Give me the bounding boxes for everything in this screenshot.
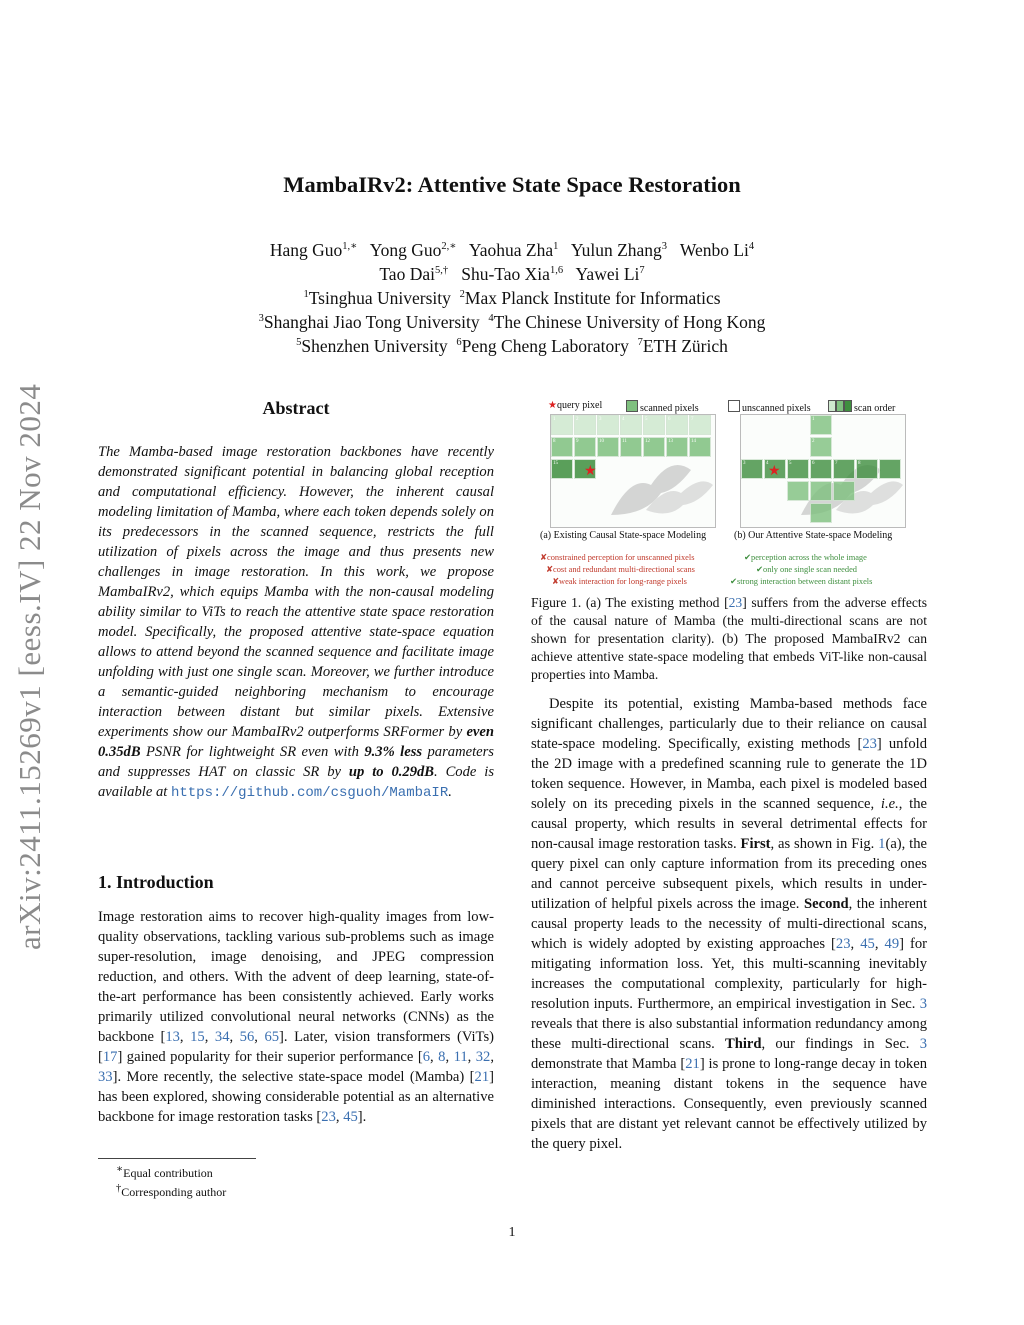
section-link[interactable]: 3 [919, 1036, 927, 1052]
check-icon: ✔ [744, 553, 752, 562]
body-text: (a), the query pixel can only capture information from its preceding ones and cannot perceive subsequent pixels, which results in under-utilization of helpful pixels across the image. [531, 836, 927, 912]
attended-cell [810, 503, 832, 523]
citation-link[interactable]: 21 [685, 1056, 700, 1072]
footnote-mark: † [116, 1183, 122, 1194]
scanned-cell: 14 [689, 437, 711, 457]
citation-link[interactable]: 23 [321, 1109, 336, 1125]
cross-icon: ✘ [546, 565, 554, 574]
body-text: ] for mitigating information loss. Yet, this multi-scanning inevitably increases the computational complexity, particularly for high-resolution inputs. Furthermore, an empirical investigation in Sec. [531, 936, 928, 1012]
citation-link[interactable]: 23 [728, 595, 743, 610]
good-1 [744, 552, 867, 562]
author: Hang Guo [269, 240, 343, 260]
figure-caption [531, 594, 927, 684]
affil-sup: 5 [296, 337, 302, 349]
intro-text: ]. [357, 1109, 367, 1125]
swatch-icon [836, 400, 844, 412]
scanned-cell: 12 [643, 437, 665, 457]
citation-link[interactable]: 8 [438, 1049, 446, 1065]
abstract-bold: up to 0.29dB [348, 764, 435, 780]
abstract-text: parameters and suppresses HAT on classic SR by [98, 744, 494, 780]
abstract-text: . Code is available at [98, 764, 495, 800]
attended-cell: 4 [764, 459, 786, 479]
scanned-cell: 11 [620, 437, 642, 457]
body-text: ] unfold the 2D image with a predefined scanning rule to generate the 1D token sequence. However, in Mamba, each pixel is modeled based solely on its preceding pixels in the scanned sequence, [531, 736, 927, 812]
citation-link[interactable]: 11 [453, 1049, 468, 1065]
legend-label: query pixel [556, 400, 603, 411]
cross-icon: ✘ [552, 577, 560, 586]
abstract-text: PSNR for lightweight SR even with [140, 744, 365, 760]
footnote-mark: ∗ [116, 1164, 124, 1175]
body-text: demonstrate that Mamba [ [531, 1056, 686, 1072]
citation-link[interactable]: 65 [264, 1029, 280, 1045]
affiliation-line-3 [0, 336, 1024, 357]
author: Tao Dai [379, 264, 435, 284]
intro-text: ]. Later, vision transformers (ViTs) [ [98, 1029, 494, 1065]
intro-heading: 1. Introduction [98, 872, 214, 892]
attended-cell: 5 [787, 459, 809, 479]
body-text: , as shown in Fig. [770, 836, 879, 852]
footnote-1 [98, 1162, 494, 1181]
affiliation: Peng Cheng Laboratory [461, 336, 629, 356]
author-sup: 1,6 [549, 265, 564, 277]
scanned-cell: 4 [620, 415, 642, 435]
scanned-cell: 9 [574, 437, 596, 457]
page-number: 1 [508, 1225, 516, 1240]
body-text: , the inherent causal property leads to the necessity of multi-directional scans, which is widely adopted by existing approaches [ [531, 896, 928, 952]
scanned-cell: 6 [666, 415, 688, 435]
body-bold: First [740, 836, 771, 852]
author: Yawei Li [575, 264, 640, 284]
intro-body: Image restoration aims to recover high-quality images from low-quality observations, tackling various sub-problems such as image super-resolution, image denoising, and JPEG compression reduction, and others. With the advent of deep learning, state-of-the-art performance has been consistently achieved. Early works primarily utilized convolutional neural networks (CNNs) as the backbone [13, 15, 34, 56, 65]. Later, vision transformers (ViTs) [17] gained popularity for their superior performance [6, 8, 11, 32, 33]. More recently, the selective state-space model (Mamba) [21] has been explored, showing considerable potential as an alternative backbone for image restoration tasks [23, 45]. [98, 909, 494, 1125]
swatch-icon [728, 400, 740, 412]
check-icon: ✔ [756, 565, 764, 574]
author: Yaohua Zha [468, 240, 554, 260]
attended-cell [787, 481, 809, 501]
subcaption-a: (a) Existing Causal State-space Modeling [540, 530, 707, 541]
body-bold: Second [804, 896, 849, 912]
right-column-body: Despite its potential, existing Mamba-based methods face significant challenges, particularly due to their reliance on causal state-space modeling. Specifically, existing methods [23] unfold the 2D image with a predefined scanning rule to generate the 1D token sequence. However, in Mamba, each pixel is modeled based solely on its preceding pixels in the scanned sequence, i.e., the causal property, which results in several detrimental effects for non-causal image restoration tasks. First, as shown in Fig. 1(a), the query pixel can only capture information from its preceding ones and cannot perceive subsequent pixels, which results in under-utilization of helpful pixels across the image. Second, the inherent causal property leads to the necessity of multi-directional scans, which is widely adopted by existing approaches [23, 45, 49] for mitigating information loss. Yet, this multi-scanning inevitably increases the computational complexity, particularly for high-resolution inputs. Furthermore, an empirical investigation in Sec. 3 reveals that there is also substantial information redundancy among these multi-directional scans. Third, our findings in Sec. 3 demonstrate that Mamba [21] is prone to long-range decay in token interaction, meaning distant tokens in the sequence have diminished interactions. Consequently, even previously scanned pixels that are distant yet relevant cannot be effectively utilized by the query pixel. [531, 696, 928, 1152]
affiliation-line-1 [0, 288, 1024, 309]
affil-sup: 2 [459, 289, 465, 301]
citation-link[interactable]: 32 [475, 1049, 491, 1065]
attended-cell [810, 481, 832, 501]
author: Wenbo Li [679, 240, 749, 260]
author-sup: 7 [639, 265, 645, 277]
swatch-icon [844, 400, 852, 412]
good-label: strong interaction between distant pixels [737, 577, 873, 586]
star-icon: ★ [768, 464, 781, 479]
author-line-1 [0, 240, 1024, 261]
affil-sup: 3 [258, 313, 264, 325]
star-icon: ★ [548, 400, 557, 411]
attended-cell: 2 [810, 437, 832, 457]
attended-cell: 1 [810, 415, 832, 435]
author-sup: 5,† [434, 265, 449, 277]
affil-sup: 4 [488, 313, 494, 325]
affiliation: Shanghai Jiao Tong University [263, 312, 480, 332]
author-sup: 4 [748, 241, 755, 253]
bad-2 [546, 564, 695, 574]
good-label: perception across the whole image [751, 553, 867, 562]
arxiv-stamp: arXiv:2411.15269v1 [eess.IV] 22 Nov 2024 [12, 383, 47, 950]
good-3 [730, 576, 872, 586]
attended-cell: 3 [741, 459, 763, 479]
scanned-cell: 5 [643, 415, 665, 435]
bad-label: constrained perception for unscanned pixels [547, 553, 695, 562]
scanned-cell: 8 [551, 437, 573, 457]
legend-label: scanned pixels [640, 403, 699, 414]
scanned-cell: 1 [551, 415, 573, 435]
citation-link[interactable]: 17 [102, 1049, 118, 1065]
caption-text: ] suffers from the adverse effects of the causal nature of Mamba (the multi-directional scans are not shown for presentation clarity). (b) The proposed MambaIRv2 can achieve attentive state-space modeling that embeds ViT-like non-causal properties into Mamba. [531, 595, 927, 682]
panel-b [740, 414, 906, 528]
affiliation: Max Planck Institute for Informatics [464, 288, 721, 308]
author-sup: 2,∗ [441, 241, 457, 253]
bad-label: cost and redundant multi-directional scans [553, 565, 695, 574]
author: Shu-Tao Xia [461, 264, 550, 284]
figure-1 [538, 396, 924, 586]
legend-order [828, 400, 895, 414]
bad-3 [552, 576, 687, 586]
abstract-text: . [448, 784, 452, 800]
abstract-heading: Abstract [262, 398, 330, 418]
affil-sup: 6 [456, 337, 462, 349]
caption-text: Figure 1. (a) The existing method [ [531, 595, 729, 610]
swatch-icon [828, 400, 836, 412]
citation-link[interactable]: 45 [343, 1109, 358, 1125]
attended-cell [879, 459, 901, 479]
footnote-2 [98, 1181, 494, 1200]
scanned-cell: 15 [551, 459, 573, 479]
intro-text: ]. More recently, the selective state-space model (Mamba) [ [112, 1069, 475, 1085]
affil-sup: 1 [303, 289, 309, 301]
paper-title: MambaIRv2: Attentive State Space Restoration [283, 172, 741, 197]
legend-label: unscanned pixels [742, 403, 811, 414]
citation-link[interactable]: 15 [190, 1029, 205, 1045]
intro-text: ] gained popularity for their superior performance [ [117, 1049, 423, 1065]
legend-scanned [626, 400, 699, 414]
citation-link[interactable]: 6 [422, 1049, 431, 1065]
check-icon: ✔ [730, 577, 738, 586]
subcaption-b: (b) Our Attentive State-space Modeling [734, 530, 893, 541]
body-italic: i.e. [880, 796, 899, 812]
scanned-cell: 13 [666, 437, 688, 457]
figure-link[interactable]: 1 [878, 836, 886, 852]
affiliation: ETH Zürich [642, 336, 728, 356]
intro-text: Image restoration aims to recover high-quality images from low-quality observations, tackling various sub-problems such as image super-resolution, image denoising, and JPEG compression reduction, and others. With the advent of deep learning, state-of-the-art performance has been consistently achieved. Early works primarily utilized convolutional neural networks (CNNs) as the backbone [ [98, 909, 494, 1045]
author: Yong Guo [369, 240, 442, 260]
footnote-text: Corresponding author [121, 1185, 227, 1199]
legend-unscanned [728, 400, 811, 414]
body-text: ] is prone to long-range decay in token interaction, meaning distant tokens in the sequence have diminished interactions. Consequently, even previously scanned pixels that are distant yet relevant cannot be effectively utilized by the query pixel. [531, 1056, 927, 1152]
footnotes [98, 1158, 494, 1200]
footnote-rule [98, 1158, 256, 1159]
citation-link[interactable]: 23 [862, 736, 877, 752]
attended-cell [833, 481, 855, 501]
bad-1 [540, 552, 694, 562]
footnote-text: Equal contribution [123, 1166, 213, 1180]
code-link[interactable]: https://github.com/csguoh/MambaIR [170, 785, 449, 801]
intro-text: ] has been explored, showing considerable potential as an alternative backbone for image restoration tasks [ [98, 1069, 494, 1125]
attended-cell: 6 [810, 459, 832, 479]
body-text: reveals that there is also substantial information redundancy among these multi-directional scans. [531, 1016, 927, 1052]
author: Yulun Zhang [570, 240, 662, 260]
citation-link[interactable]: 45 [860, 936, 875, 952]
good-2 [756, 564, 857, 574]
body-text: , the causal property, which results in several detrimental effects for non-causal image restoration tasks. [531, 796, 927, 852]
abstract-bold: even 0.35dB [98, 724, 494, 760]
good-label: only one single scan needed [763, 565, 857, 574]
abstract-bold: 9.3% less [364, 744, 423, 760]
body-text: , our findings in Sec. [761, 1036, 920, 1052]
swatch-icon [626, 400, 638, 412]
author-sup: 1,∗ [342, 241, 358, 253]
affiliation: The Chinese University of Hong Kong [493, 312, 766, 332]
citation-link[interactable]: 34 [214, 1029, 230, 1045]
body-text: Despite its potential, existing Mamba-based methods face significant challenges, particularly due to their reliance on causal state-space modeling. Specifically, existing methods [ [531, 696, 927, 752]
panel-a [550, 414, 716, 528]
body-bold: Third [725, 1036, 762, 1052]
citation-link[interactable]: 21 [474, 1069, 490, 1085]
abstract-body [98, 442, 494, 803]
section-link[interactable]: 3 [919, 996, 927, 1012]
bad-label: weak interaction for long-range pixels [559, 577, 687, 586]
affiliation: Tsinghua University [308, 288, 451, 308]
author-line-2 [0, 264, 1024, 285]
legend-label: scan order [854, 403, 896, 414]
scanned-cell: 7 [689, 415, 711, 435]
citation-link[interactable]: 56 [239, 1029, 255, 1045]
legend-query [548, 400, 602, 411]
scanned-cell: 3 [597, 415, 619, 435]
citation-link[interactable]: 13 [165, 1029, 180, 1045]
scanned-cell: 10 [597, 437, 619, 457]
attended-cell: 7 [833, 459, 855, 479]
author-sup: 3 [661, 241, 668, 253]
abstract-text: The Mamba-based image restoration backbones have recently demonstrated significant potential in balancing global reception and computational efficiency. However, the inherent causal modeling limitation of Mamba, where each token depends solely on its predecessors in the scanned sequence, restricts the full utilization of pixels across the image and thus presents new challenges in image restoration. In this work, we propose MambaIRv2, which equips Mamba with the non-causal modeling ability similar to ViTs to reach the attentive state space restoration model. Specifically, the proposed attentive state-space equation allows to attend beyond the scanned sequence and facilitate image unfolding with just one single scan. Moreover, we further introduce a semantic-guided neighboring mechanism to encourage interaction between distant but similar pixels. Extensive experiments show our MambaIRv2 outperforms SRFormer by [98, 444, 494, 740]
affiliation-line-2 [0, 312, 1024, 333]
citation-link[interactable]: 23 [835, 936, 851, 952]
affil-sup: 7 [637, 337, 643, 349]
star-icon: ★ [584, 464, 597, 479]
scanned-cell: 2 [574, 415, 596, 435]
affiliation: Shenzhen University [301, 336, 448, 356]
cross-icon: ✘ [540, 553, 548, 562]
citation-link[interactable]: 33 [98, 1069, 113, 1085]
author-sup: 1 [553, 241, 559, 253]
citation-link[interactable]: 49 [884, 936, 900, 952]
attended-cell: 8 [856, 459, 878, 479]
